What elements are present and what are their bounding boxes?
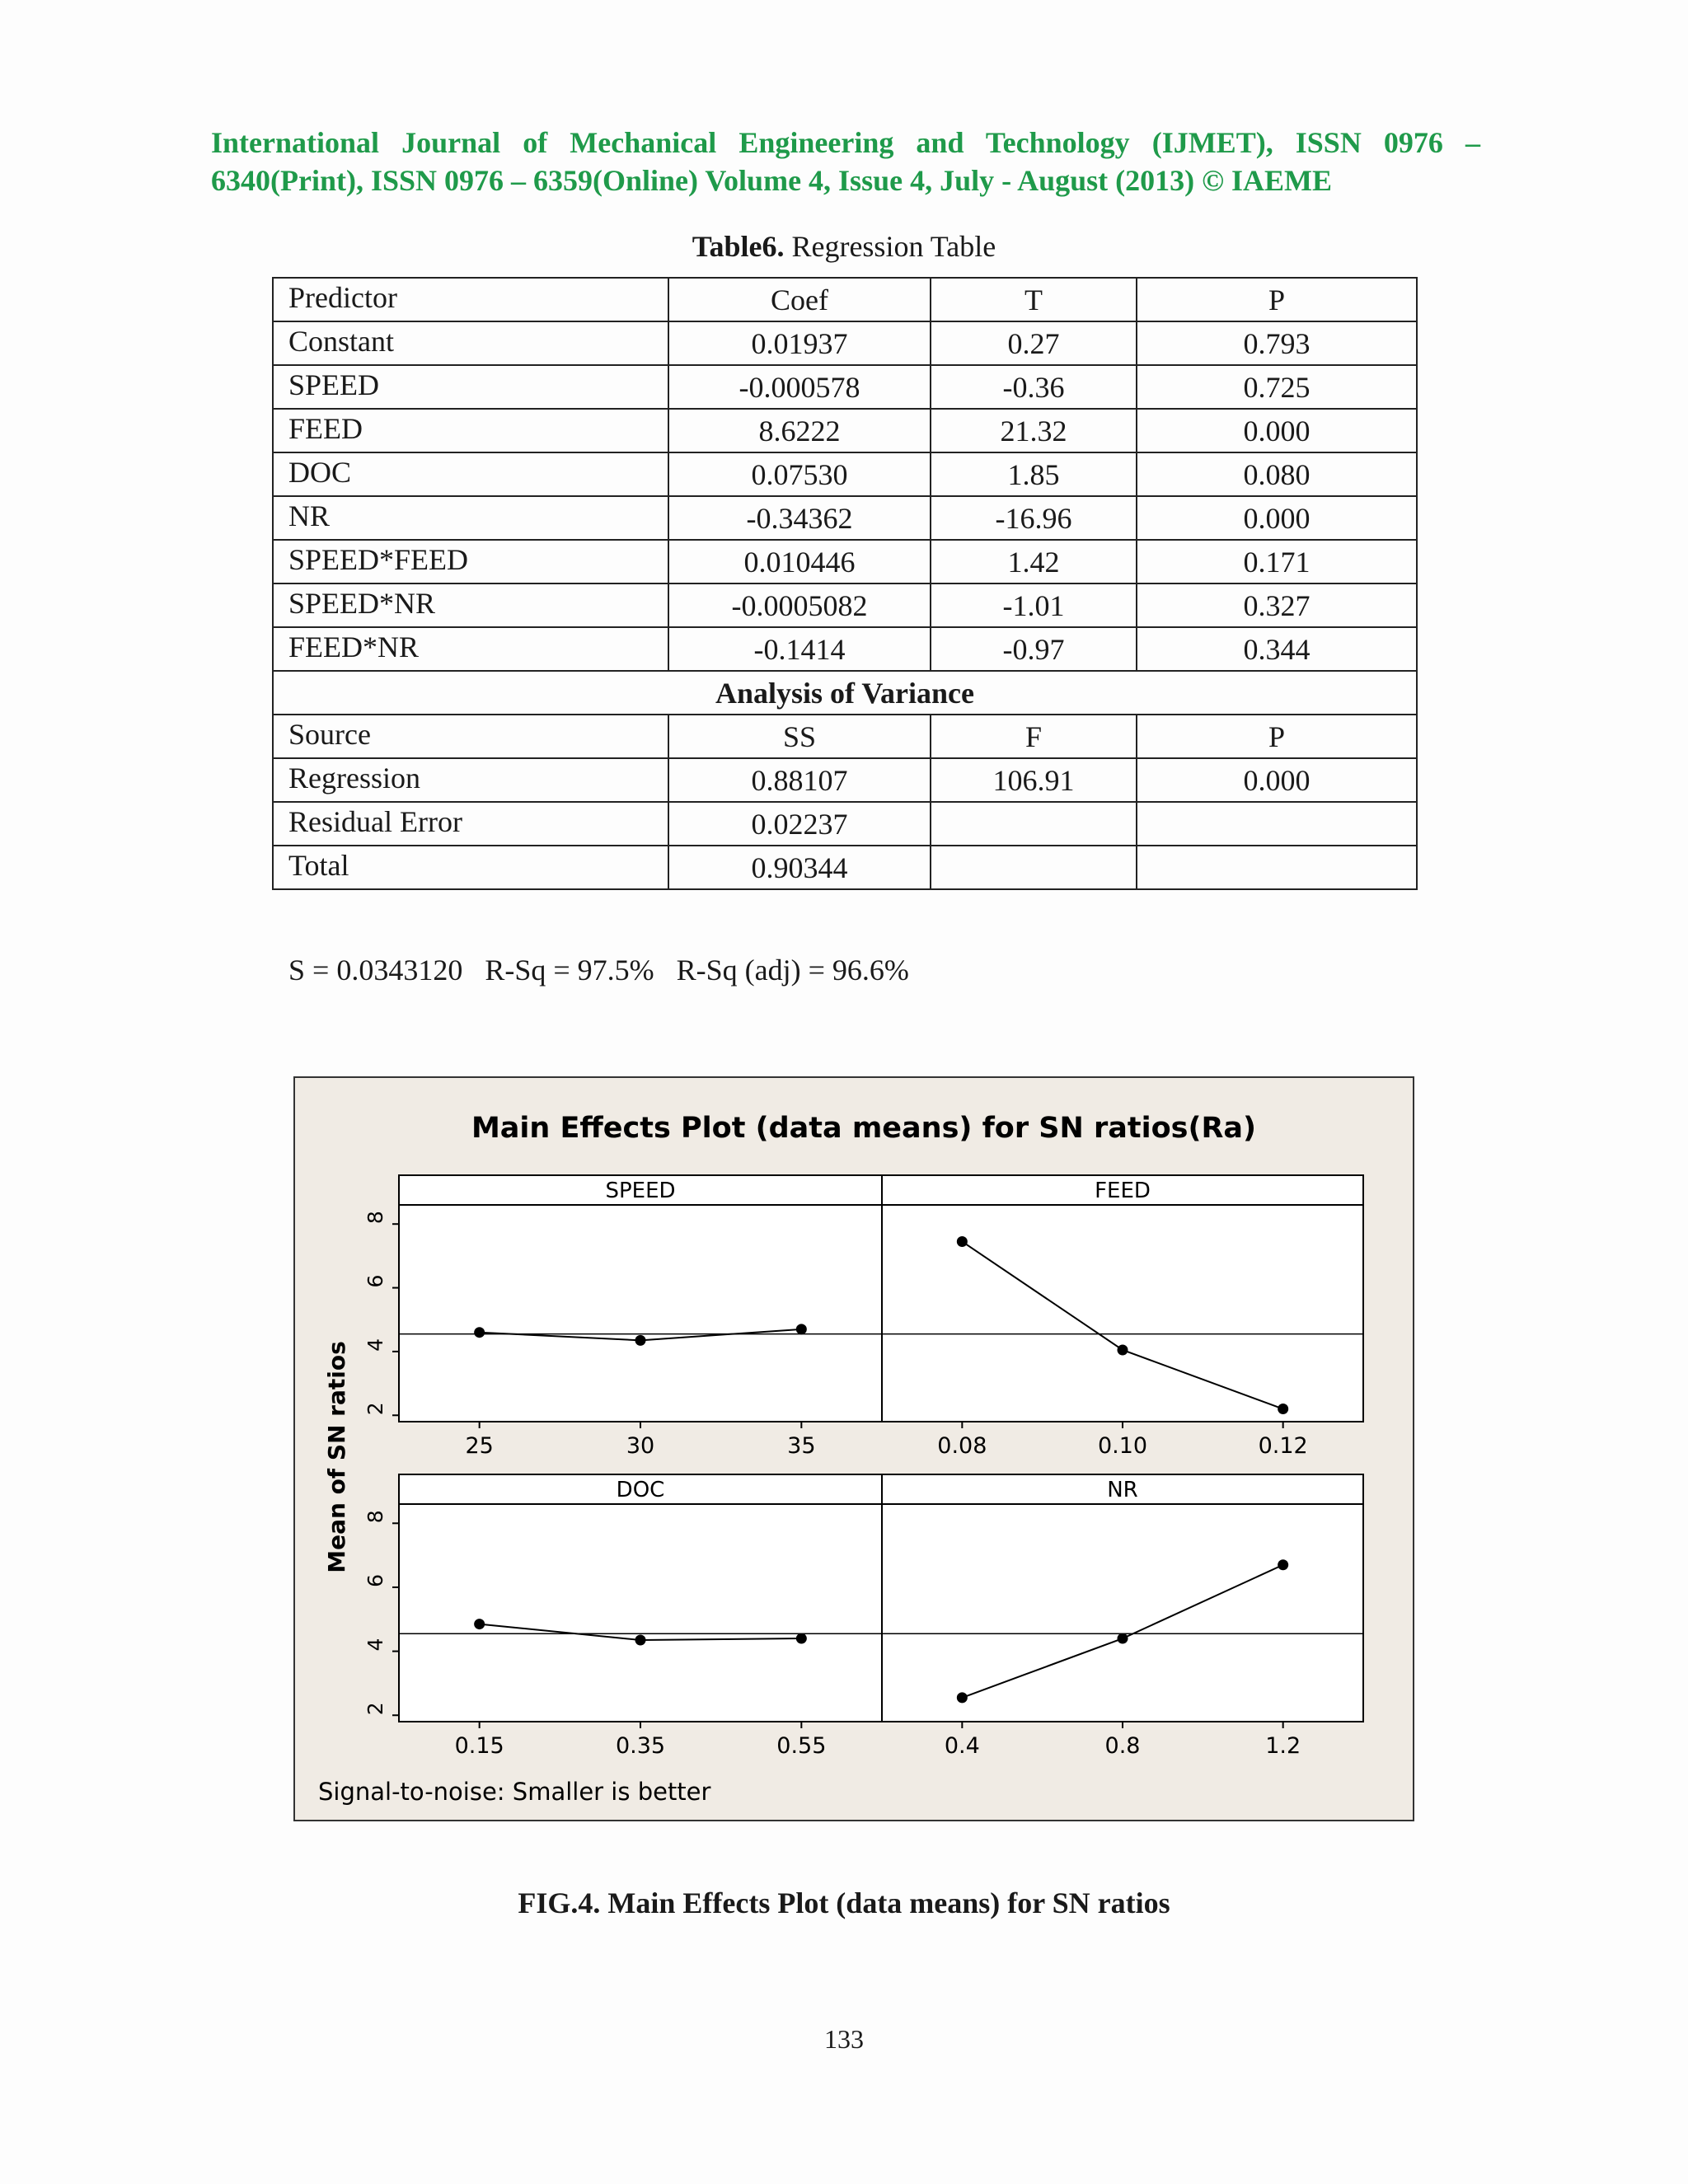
figure-caption: FIG.4. Main Effects Plot (data means) for SN ratios (518, 1886, 1170, 1919)
table-caption (0, 229, 1688, 264)
table-cell: -0.1414 (668, 627, 931, 671)
data-point (474, 1327, 485, 1338)
table-cell: 0.793 (1137, 321, 1417, 365)
table-row (273, 540, 1417, 583)
anova-row (273, 802, 1417, 846)
table-cell: 0.01937 (668, 321, 931, 365)
table-cell: Source (273, 715, 668, 758)
x-tick-label: 0.08 (937, 1433, 987, 1459)
table-cell: P (1137, 278, 1417, 321)
table-row (273, 627, 1417, 671)
table-cell: -0.0005082 (668, 583, 931, 627)
regression-table (272, 277, 1418, 890)
table-cell: 0.07530 (668, 452, 931, 496)
table-cell: SPEED*FEED (273, 540, 668, 583)
table-cell: FEED (273, 409, 668, 452)
table-cell: 1.42 (931, 540, 1137, 583)
x-tick-label: 30 (626, 1433, 655, 1459)
x-tick-label: 0.35 (615, 1733, 666, 1759)
panel-label-doc: DOC (616, 1478, 665, 1502)
table-caption-label: Table6. (692, 230, 785, 263)
table-cell: 0.000 (1137, 758, 1417, 802)
data-point (474, 1619, 485, 1629)
table-cell: Regression (273, 758, 668, 802)
table-cell: 1.85 (931, 452, 1137, 496)
model-summary-line: S = 0.0343120 R-Sq = 97.5% R-Sq (adj) = 96.6% (288, 954, 909, 987)
anova-title: Analysis of Variance (273, 671, 1417, 715)
data-point (1278, 1404, 1288, 1414)
chart-footnote: Signal-to-noise: Smaller is better (318, 1778, 711, 1806)
table-cell: 21.32 (931, 409, 1137, 452)
table-cell: P (1137, 715, 1417, 758)
table-row (273, 409, 1417, 452)
table-cell: 0.000 (1137, 496, 1417, 540)
data-point (1118, 1633, 1128, 1644)
x-tick-label: 0.10 (1097, 1433, 1148, 1459)
table-cell: SPEED*NR (273, 583, 668, 627)
panel-label-speed: SPEED (605, 1179, 676, 1203)
y-tick-label: 2 (363, 1702, 387, 1716)
anova-row (273, 846, 1417, 889)
journal-header-line2: 6340(Print), ISSN 0976 – 6359(Online) Volume 4, Issue 4, July - August (2013) © IAEME (211, 164, 1333, 197)
data-point (635, 1635, 646, 1646)
table-row (273, 321, 1417, 365)
table-cell: Coef (668, 278, 931, 321)
table-cell: 8.6222 (668, 409, 931, 452)
table-cell (931, 846, 1137, 889)
table-cell: Total (273, 846, 668, 889)
table-cell: F (931, 715, 1137, 758)
data-point (635, 1335, 646, 1346)
table-cell: 0.90344 (668, 846, 931, 889)
x-tick-label: 0.8 (1104, 1733, 1141, 1759)
y-tick-label: 2 (363, 1402, 387, 1416)
table-cell: 0.010446 (668, 540, 931, 583)
table-cell: 0.88107 (668, 758, 931, 802)
table-cell: 106.91 (931, 758, 1137, 802)
x-tick-label: 1.2 (1265, 1733, 1301, 1759)
table-cell: 0.080 (1137, 452, 1417, 496)
table-cell: T (931, 278, 1137, 321)
page-number: 133 (824, 2024, 864, 2054)
table-cell: -0.36 (931, 365, 1137, 409)
table-cell: 0.000 (1137, 409, 1417, 452)
main-effects-figure (293, 1076, 1414, 1821)
y-tick-label: 8 (363, 1211, 387, 1225)
table-cell: -0.97 (931, 627, 1137, 671)
table-cell: 0.327 (1137, 583, 1417, 627)
table-caption-text: Regression Table (784, 230, 996, 263)
table-cell: -0.34362 (668, 496, 931, 540)
data-point (1118, 1344, 1128, 1355)
data-point (1278, 1559, 1288, 1570)
x-tick-label: 35 (787, 1433, 816, 1459)
panel-label-nr: NR (1107, 1478, 1138, 1502)
table-cell (931, 802, 1137, 846)
data-point (957, 1236, 968, 1247)
table-cell: NR (273, 496, 668, 540)
y-tick-label: 4 (363, 1638, 387, 1652)
anova-title-row (273, 671, 1417, 715)
y-tick-label: 8 (363, 1510, 387, 1524)
table-cell: 0.02237 (668, 802, 931, 846)
y-tick-label: 4 (363, 1338, 387, 1352)
table-cell: SS (668, 715, 931, 758)
table-cell: -1.01 (931, 583, 1137, 627)
anova-header-row (273, 715, 1417, 758)
x-tick-label: 0.12 (1258, 1433, 1308, 1459)
table-cell: 0.171 (1137, 540, 1417, 583)
table-cell: 0.27 (931, 321, 1137, 365)
table-row (273, 496, 1417, 540)
regression-table-body (273, 278, 1417, 889)
table-cell: -16.96 (931, 496, 1137, 540)
x-tick-label: 0.55 (776, 1733, 827, 1759)
table-cell (1137, 802, 1417, 846)
table-cell: 0.725 (1137, 365, 1417, 409)
table-cell: DOC (273, 452, 668, 496)
data-point (957, 1692, 968, 1703)
table-cell: Constant (273, 321, 668, 365)
data-point (796, 1633, 807, 1644)
table-cell: Predictor (273, 278, 668, 321)
table-header-row (273, 278, 1417, 321)
table-row (273, 365, 1417, 409)
data-point (796, 1324, 807, 1334)
y-tick-label: 6 (363, 1274, 387, 1288)
chart-title: Main Effects Plot (data means) for SN ratios(Ra) (471, 1112, 1257, 1145)
table-cell: -0.000578 (668, 365, 931, 409)
journal-header-line1: International Journal of Mechanical Engineering and Technology (IJMET), ISSN 0976 – (211, 126, 1480, 159)
main-effects-chart (295, 1078, 1413, 1820)
y-tick-label: 6 (363, 1573, 387, 1587)
panel-label-feed: FEED (1095, 1179, 1151, 1203)
table-row (273, 583, 1417, 627)
table-row (273, 452, 1417, 496)
table-cell: FEED*NR (273, 627, 668, 671)
x-tick-label: 25 (465, 1433, 494, 1459)
table-cell: SPEED (273, 365, 668, 409)
x-tick-label: 0.15 (454, 1733, 504, 1759)
table-cell (1137, 846, 1417, 889)
y-axis-label: Mean of SN ratios (323, 1341, 350, 1573)
x-tick-label: 0.4 (944, 1733, 980, 1759)
journal-header (211, 124, 1480, 199)
table-cell: Residual Error (273, 802, 668, 846)
table-cell: 0.344 (1137, 627, 1417, 671)
anova-row (273, 758, 1417, 802)
